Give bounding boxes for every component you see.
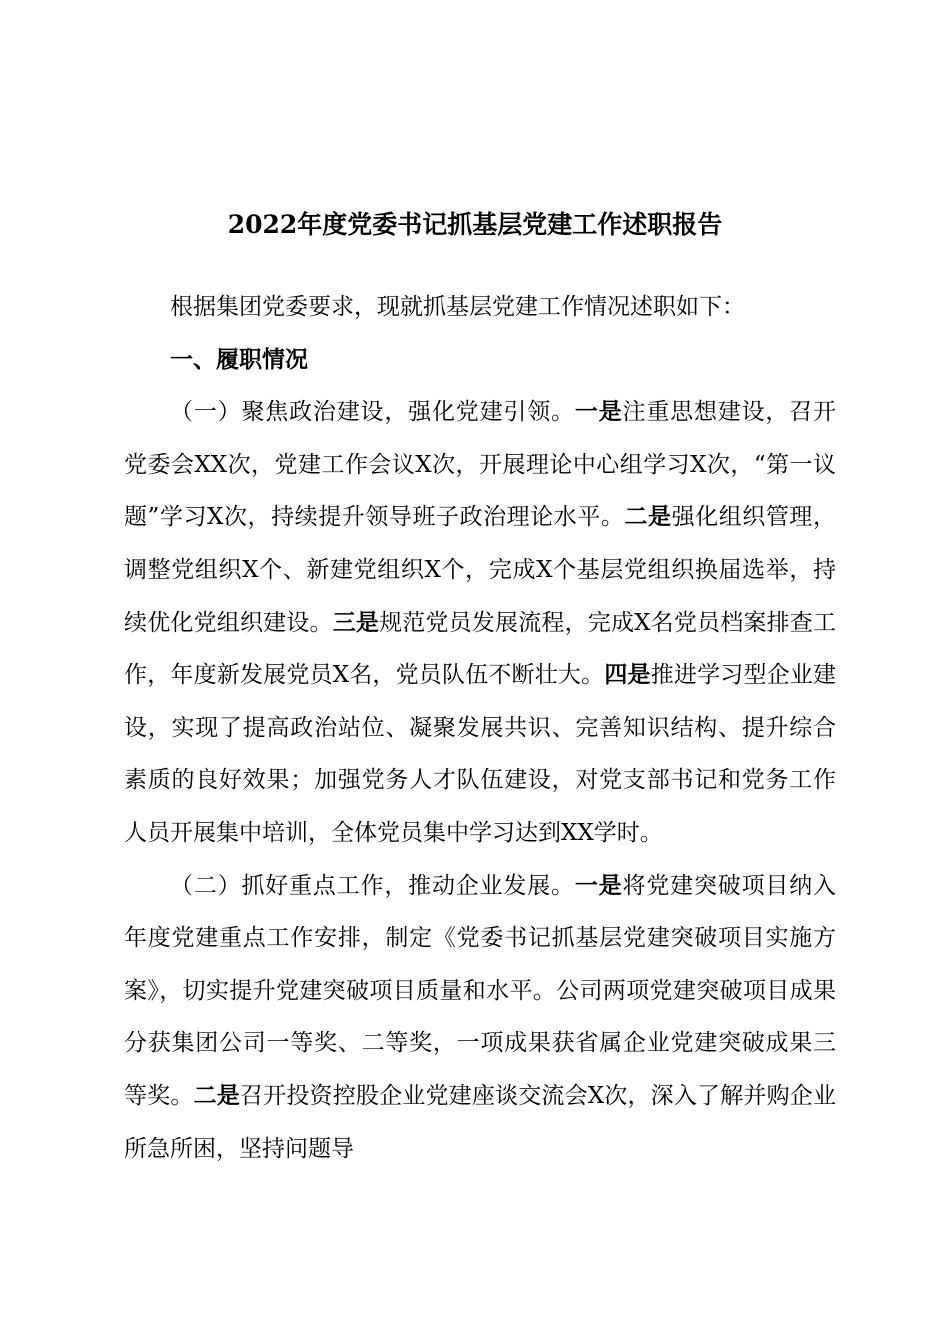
paragraph-text: 将党建突破项目纳入年度党建重点工作安排，制定《党委书记抓基层党建突破项目实施方案》，切实提升党建突破项目质量和水平。公司两项党建突破项目成果分获集团公司一等奖、二等奖，一项成果获省属企业党建突破成果三等奖。 — [124, 872, 837, 1109]
point-marker-2: 二是 — [624, 503, 672, 531]
section-heading: 一、履职情况 — [170, 345, 308, 373]
subsection-lead: （一）聚焦政治建设，强化党建引领。 — [170, 399, 575, 426]
paragraph-text: 召开投资控股企业党建座谈交流会X次，深入了解并购企业所急所困，坚持问题导 — [124, 1082, 836, 1162]
paragraph-political-building — [124, 386, 836, 859]
subsection-lead: （二）抓好重点工作，推动企业发展。 — [170, 872, 575, 899]
document-title: 2022年度党委书记抓基层党建工作述职报告 — [227, 210, 723, 239]
paragraph-text: 规范党员发展流程，完成X名党员档案排查工作，年度新发展党员X名，党员队伍不断壮大。 — [124, 609, 836, 689]
point-marker-2: 二是 — [193, 1081, 240, 1109]
point-marker-3: 三是 — [332, 608, 380, 636]
paragraph-text: 推进学习型企业建设，实现了提高政治站位、凝聚发展共识、完善知识结构、提升综合素质的良好效果；加强党务人才队伍建设，对党支部书记和党务工作人员开展集中培训，全体党员集中学习达到XX学时。 — [124, 662, 836, 846]
point-marker-1: 一是 — [574, 398, 623, 426]
document-body — [124, 281, 836, 1175]
paragraph-text: 强化组织管理，调整党组织X个、新建党组织X个，完成X个基层党组织换届选举，持续优化党组织建设。 — [124, 504, 836, 636]
point-marker-1: 一是 — [574, 871, 623, 899]
paragraph-key-work — [124, 860, 836, 1176]
intro-paragraph: 根据集团党委要求，现就抓基层党建工作情况述职如下： — [170, 294, 745, 320]
paragraph-text: 注重思想建设，召开党委会XX次，党建工作会议X次，开展理论中心组学习X次，“第一议题”学习X次，持续提升领导班子政治理论水平。 — [124, 399, 837, 531]
point-marker-4: 四是 — [604, 661, 651, 689]
